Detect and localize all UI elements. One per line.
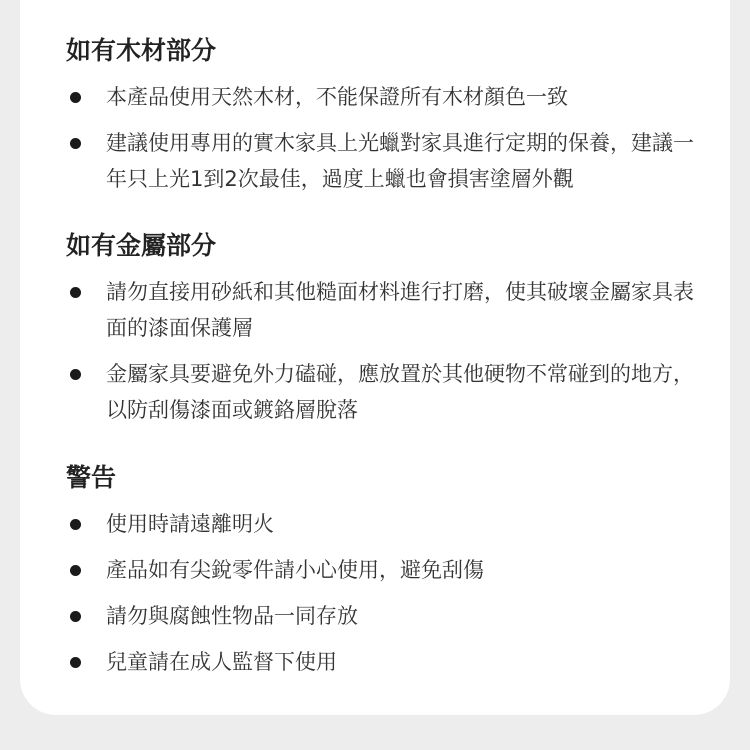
list-item-text: 金屬家具要避免外力磕碰，應放置於其他硬物不常碰到的地方，以防刮傷漆面或鍍鉻層脫落	[106, 362, 694, 422]
list-item	[66, 506, 706, 542]
section-title-metal: 如有金屬部分	[66, 231, 217, 260]
list-item	[66, 125, 706, 197]
list-wood	[66, 79, 706, 197]
list-item-text: 本產品使用天然木材，不能保證所有木材顏色一致	[106, 85, 568, 109]
list-item	[66, 274, 706, 346]
bullet-icon	[70, 611, 81, 622]
bullet-icon	[70, 287, 81, 298]
section-warning	[66, 463, 706, 690]
bullet-icon	[70, 519, 81, 530]
list-item-text: 建議使用專用的實木家具上光蠟對家具進行定期的保養，建議一年只上光1到2次最佳，過度上蠟也會損害塗層外觀	[106, 131, 694, 191]
list-item	[66, 79, 706, 115]
bullet-icon	[70, 565, 81, 576]
section-wood	[66, 36, 706, 207]
list-item-text: 使用時請遠離明火	[106, 512, 274, 536]
list-item	[66, 356, 706, 428]
section-metal	[66, 231, 706, 438]
list-item	[66, 552, 706, 588]
list-item-text: 產品如有尖銳零件請小心使用，避免刮傷	[106, 558, 484, 582]
section-title-warning: 警告	[66, 463, 117, 492]
bullet-icon	[70, 138, 81, 149]
section-title-wood: 如有木材部分	[66, 36, 217, 65]
list-item-text: 請勿直接用砂紙和其他糙面材料進行打磨，使其破壞金屬家具表面的漆面保護層	[106, 280, 694, 340]
list-item	[66, 598, 706, 634]
list-metal	[66, 274, 706, 428]
content-card	[20, 0, 730, 715]
list-item-text: 兒童請在成人監督下使用	[106, 650, 337, 674]
bullet-icon	[70, 657, 81, 668]
bullet-icon	[70, 369, 81, 380]
list-warning	[66, 506, 706, 680]
list-item-text: 請勿與腐蝕性物品一同存放	[106, 604, 358, 628]
list-item	[66, 644, 706, 680]
bullet-icon	[70, 92, 81, 103]
